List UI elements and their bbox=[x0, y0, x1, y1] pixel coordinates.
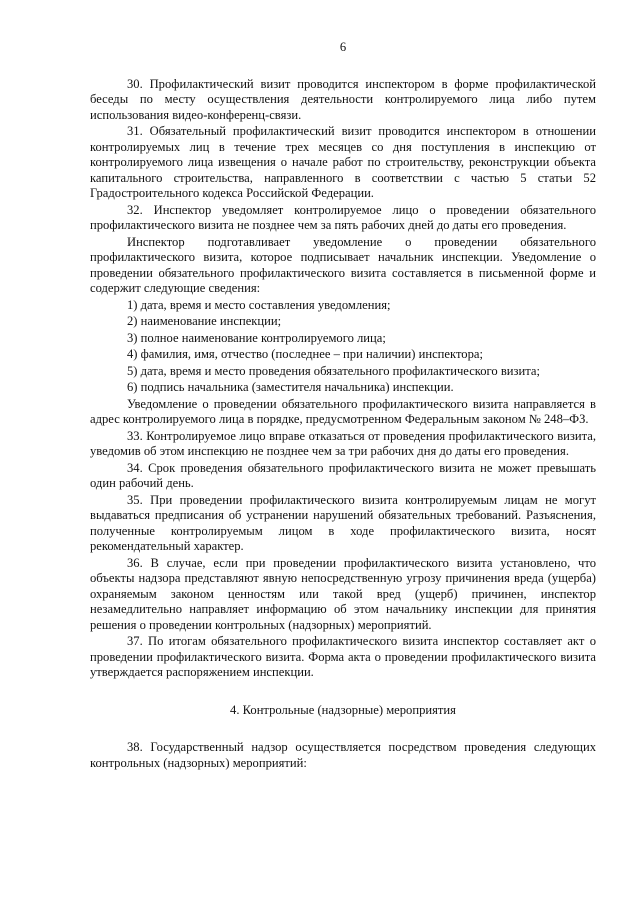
paragraph-32: 32. Инспектор уведомляет контролируемое лицо о проведении обязательного профилактического визита не позднее чем за пять рабочих дней до даты его проведения. bbox=[90, 202, 596, 232]
paragraph-38: 38. Государственный надзор осуществляется посредством проведения следующих контрольных (надзорных) мероприятий: bbox=[90, 740, 596, 770]
list-item: 3) полное наименование контролируемого лица; bbox=[127, 330, 386, 345]
paragraph-notice-intro: Инспектор подготавливает уведомление о проведении обязательного профилактического визита, которое подписывает начальник инспекции. Уведомление о проведении обязательного профилактического визита составляется в письменной форме и содержит следующие сведения: bbox=[90, 234, 596, 295]
paragraph-36: 36. В случае, если при проведении профилактического визита установлено, что объекты надзора представляют явную непосредственную угрозу причинения вреда (ущерба) охраняемым законом ценностям или такой вред (ущерб) причинен, инспектор незамедлительно направляет информацию об этом начальнику инспекции для принятия решения о проведении контрольных (надзорных) мероприятий. bbox=[90, 555, 596, 632]
paragraph-34: 34. Срок проведения обязательного профилактического визита не может превышать один рабочий день. bbox=[90, 460, 596, 490]
page-number: 6 bbox=[339, 40, 347, 54]
paragraph-37: 37. По итогам обязательного профилактического визита инспектор составляет акт о проведении профилактического визита. Форма акта о проведении профилактического визита утверждается распоряжением инспекции. bbox=[90, 634, 596, 679]
section-heading: 4. Контрольные (надзорные) мероприятия bbox=[230, 702, 456, 717]
list-item: 6) подпись начальника (заместителя начальника) инспекции. bbox=[127, 380, 454, 394]
list-item: 2) наименование инспекции; bbox=[127, 314, 282, 328]
paragraph-30: 30. Профилактический визит проводится инспектором в форме профилактической беседы по месту осуществления деятельности контролируемого лица либо путем использования видео-конференц-связи. bbox=[90, 76, 596, 122]
paragraph-33: 33. Контролируемое лицо вправе отказаться от проведения профилактического визита, уведомив об этом инспекцию не позднее чем за три рабочих дня до даты его проведения. bbox=[90, 428, 596, 458]
list-item: 5) дата, время и место проведения обязательного профилактического визита; bbox=[127, 363, 541, 378]
paragraph-35: 35. При проведении профилактического визита контролируемым лицам не могут выдаваться предписания об устранении нарушений обязательных требований. Разъяснения, полученные контролируемым лицом в ходе профилактического визита, носят рекомендательный характер. bbox=[90, 492, 596, 553]
notice-requirements-list bbox=[90, 298, 596, 396]
list-item: 1) дата, время и место составления уведомления; bbox=[127, 297, 391, 312]
document-page bbox=[90, 40, 596, 772]
paragraph-31: 31. Обязательный профилактический визит проводится инспектором в отношении контролируемых лиц в течение трех месяцев со дня поступления в инспекцию от контролируемого лица извещения о начале работ по строительству, реконструкции объекта капитального строительства, направленного в соответствии с частью 5 статьи 52 Градостроительного кодекса Российской Федерации. bbox=[90, 124, 596, 200]
list-item: 4) фамилия, имя, отчество (последнее – при наличии) инспектора; bbox=[127, 347, 483, 361]
paragraph-notice-sending: Уведомление о проведении обязательного профилактического визита направляется в адрес контролируемого лица в порядке, предусмотренном Федеральным законом № 248–ФЗ. bbox=[90, 396, 596, 426]
